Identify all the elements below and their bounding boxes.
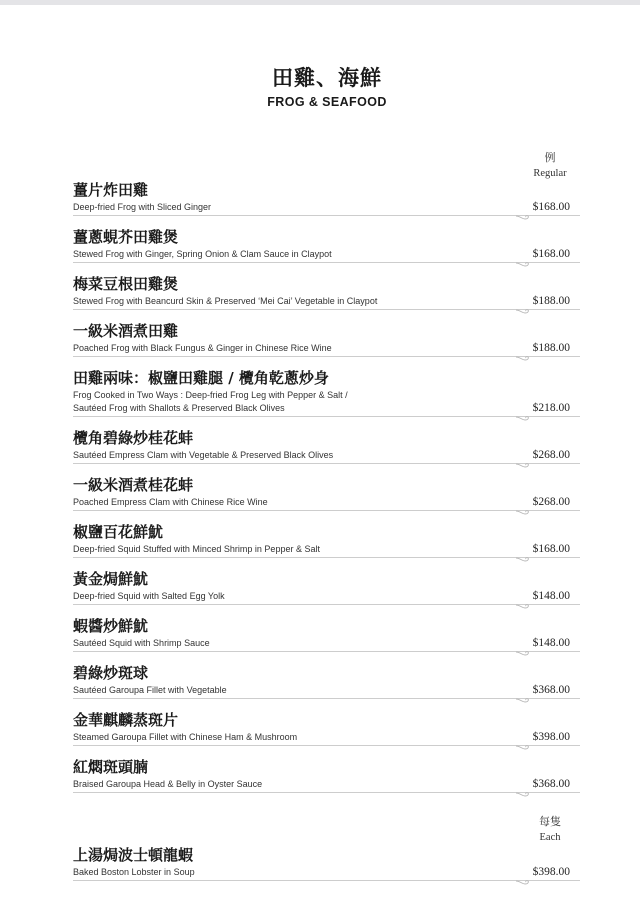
divider xyxy=(73,604,580,605)
item-desc-en: Poached Empress Clam with Chinese Rice Wine xyxy=(73,497,268,507)
divider-flourish xyxy=(516,647,532,657)
menu-item xyxy=(73,710,580,745)
item-price: $168.00 xyxy=(532,248,570,260)
top-edge-strip xyxy=(0,0,640,5)
divider-flourish xyxy=(516,412,532,422)
item-price: $188.00 xyxy=(532,295,570,307)
divider xyxy=(73,557,580,558)
item-desc-en: Braised Garoupa Head & Belly in Oyster Sauce xyxy=(73,779,263,789)
item-name-zh: 金華麒麟蒸斑片 xyxy=(73,711,179,729)
menu-item xyxy=(73,522,580,557)
item-desc-en: Sautéed Empress Clam with Vegetable & Preserved Black Olives xyxy=(73,450,334,460)
item-name-zh: 一級米酒煮桂花蚌 xyxy=(73,476,194,494)
divider xyxy=(73,463,580,464)
price-column-label-en: Regular xyxy=(533,168,567,179)
section-title-en: FROG & SEAFOOD xyxy=(267,95,387,109)
price-column-label-zh: 每隻 xyxy=(539,816,561,828)
item-name-zh: 上湯焗波士頓龍蝦 xyxy=(73,846,194,864)
item-name-zh: 梅菜豆根田雞煲 xyxy=(73,275,179,293)
menu-item xyxy=(73,475,580,510)
menu-item xyxy=(73,663,580,698)
item-name-zh: 薑片炸田雞 xyxy=(73,181,149,199)
divider-flourish xyxy=(516,506,532,516)
item-name-zh: 紅燜斑頭腩 xyxy=(73,758,149,776)
divider xyxy=(73,698,580,699)
divider xyxy=(73,416,580,417)
menu-item xyxy=(73,274,580,309)
divider xyxy=(73,215,580,216)
item-name-zh: 蝦醬炒鮮魷 xyxy=(73,617,149,635)
item-name-zh: 一級米酒煮田雞 xyxy=(73,322,179,340)
item-desc-en: Deep-fried Frog with Sliced Ginger xyxy=(73,202,212,212)
divider-flourish xyxy=(516,352,532,362)
section-title-zh: 田雞、海鮮 xyxy=(272,65,382,90)
item-desc-en: Stewed Frog with Ginger, Spring Onion & Clam Sauce in Claypot xyxy=(73,249,332,259)
divider xyxy=(73,309,580,310)
divider-flourish xyxy=(516,211,532,221)
item-name-zh: 田雞兩味：椒鹽田雞腿 / 欖角乾蔥炒身 xyxy=(73,369,329,387)
item-price: $368.00 xyxy=(532,778,570,790)
item-name-zh: 薑蔥蜆芥田雞煲 xyxy=(73,228,179,246)
item-desc-en: Baked Boston Lobster in Soup xyxy=(73,867,195,877)
item-price: $168.00 xyxy=(532,543,570,555)
divider xyxy=(73,356,580,357)
divider xyxy=(73,651,580,652)
menu-item xyxy=(73,757,580,792)
item-price: $268.00 xyxy=(532,449,570,461)
divider xyxy=(73,880,580,881)
divider-flourish xyxy=(516,258,532,268)
menu-list-each xyxy=(73,845,580,892)
divider xyxy=(73,792,580,793)
menu-item xyxy=(73,321,580,356)
menu-item xyxy=(73,428,580,463)
item-price: $398.00 xyxy=(532,731,570,743)
divider-flourish xyxy=(516,553,532,563)
item-desc-en: Poached Frog with Black Fungus & Ginger in Chinese Rice Wine xyxy=(73,343,332,353)
item-price: $268.00 xyxy=(532,496,570,508)
item-name-zh: 椒鹽百花鮮魷 xyxy=(73,523,164,541)
price-column-label-en: Each xyxy=(539,832,561,843)
item-price: $218.00 xyxy=(532,402,570,414)
item-name-zh: 碧綠炒斑球 xyxy=(73,664,149,682)
divider-flourish xyxy=(516,876,532,886)
item-price: $368.00 xyxy=(532,684,570,696)
item-price: $398.00 xyxy=(532,866,570,878)
item-desc-en: Sautéed Squid with Shrimp Sauce xyxy=(73,638,210,648)
divider-flourish xyxy=(516,788,532,798)
divider-flourish xyxy=(516,305,532,315)
menu-list xyxy=(73,180,580,804)
price-column-label-zh: 例 xyxy=(544,152,556,164)
divider xyxy=(73,745,580,746)
item-price: $148.00 xyxy=(532,637,570,649)
menu-item xyxy=(73,180,580,215)
menu-item xyxy=(73,845,580,880)
item-price: $148.00 xyxy=(532,590,570,602)
item-desc-en: Stewed Frog with Beancurd Skin & Preserved ‘Mei Cai’ Vegetable in Claypot xyxy=(73,296,378,306)
divider-flourish xyxy=(516,459,532,469)
item-name-zh: 欖角碧綠炒桂花蚌 xyxy=(73,429,194,447)
item-desc-en: Deep-fried Squid with Salted Egg Yolk xyxy=(73,591,225,601)
price-column-header-each xyxy=(520,815,580,845)
item-desc-en: Sautéed Garoupa Fillet with Vegetable xyxy=(73,685,227,695)
item-name-zh: 黃金焗鮮魷 xyxy=(73,570,149,588)
item-desc-en: Frog Cooked in Two Ways : Deep-fried Frog Leg with Pepper & Salt / xyxy=(73,390,348,400)
divider xyxy=(73,262,580,263)
menu-item xyxy=(73,616,580,651)
menu-item xyxy=(73,368,580,416)
item-desc-en: Deep-fried Squid Stuffed with Minced Shrimp in Pepper & Salt xyxy=(73,544,320,554)
divider xyxy=(73,510,580,511)
item-desc-en-line2: Sautéed Frog with Shallots & Preserved Black Olives xyxy=(73,403,285,413)
price-column-header-regular xyxy=(520,151,580,181)
divider-flourish xyxy=(516,741,532,751)
menu-item xyxy=(73,569,580,604)
item-price: $168.00 xyxy=(532,201,570,213)
item-desc-en: Steamed Garoupa Fillet with Chinese Ham & Mushroom xyxy=(73,732,298,742)
item-price: $188.00 xyxy=(532,342,570,354)
divider-flourish xyxy=(516,694,532,704)
menu-item xyxy=(73,227,580,262)
divider-flourish xyxy=(516,600,532,610)
